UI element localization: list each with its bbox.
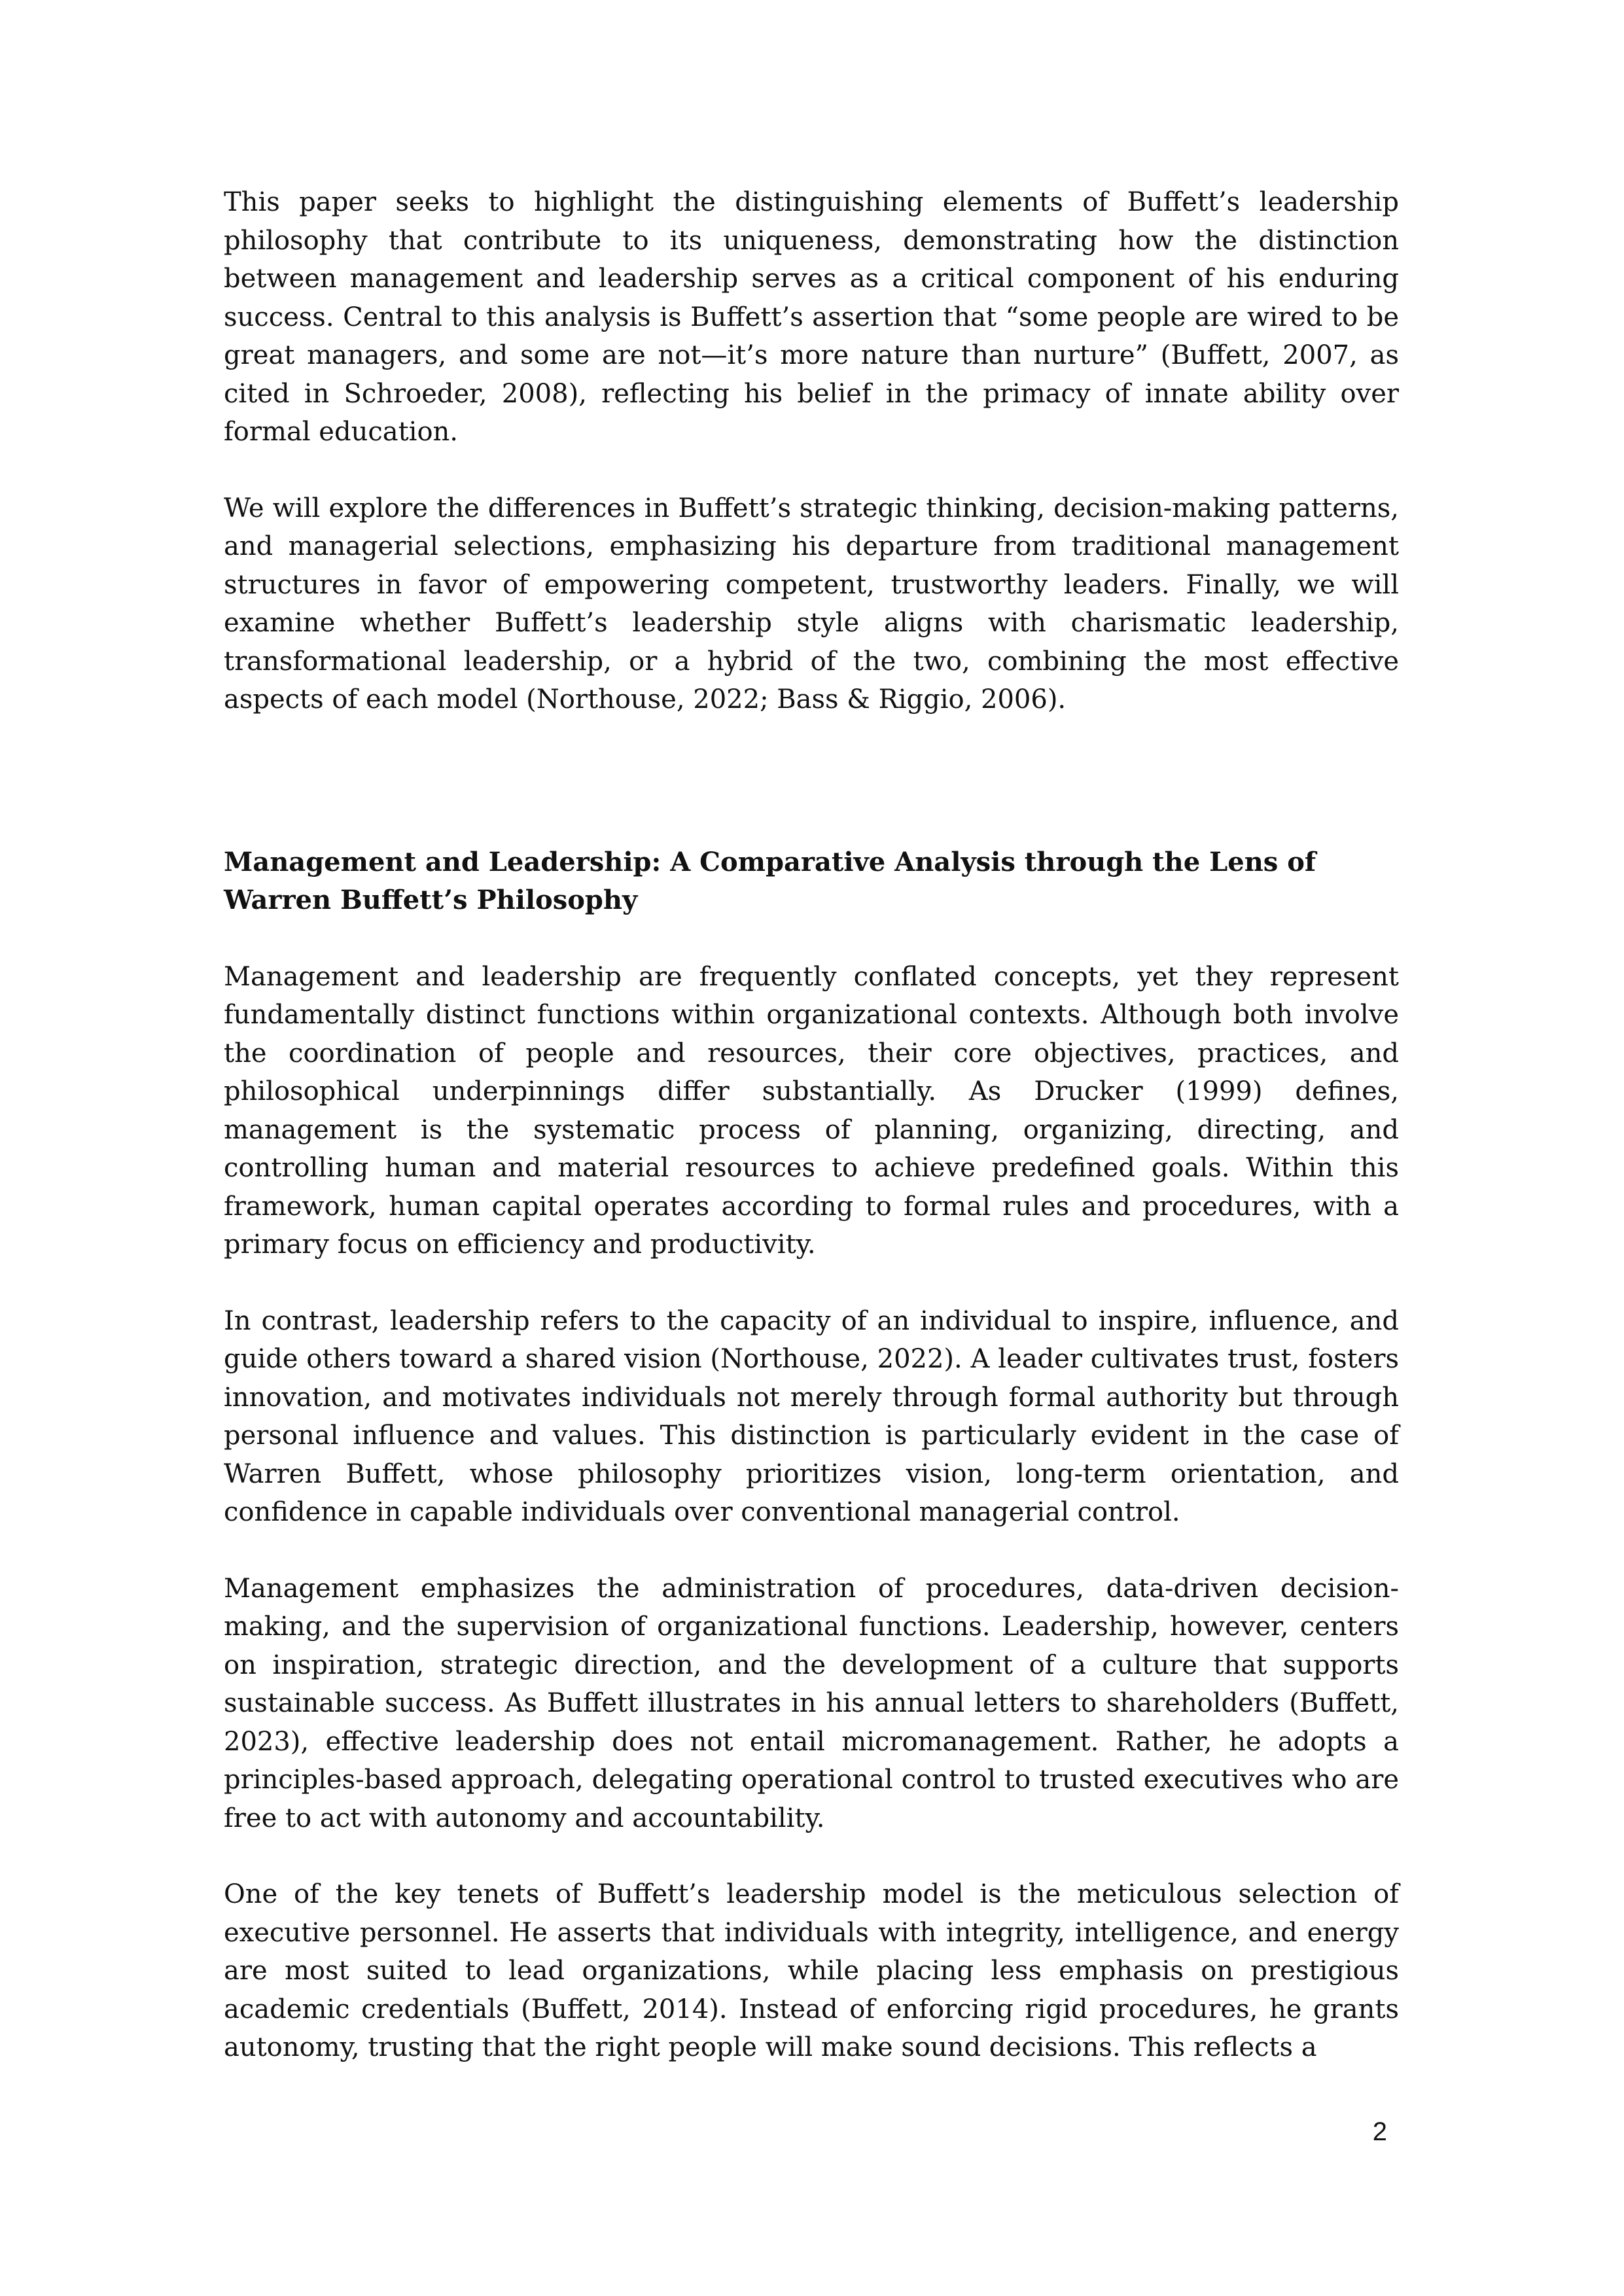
section-paragraph-2: In contrast, leadership refers to the capacity of an individual to inspire, influence, and guide others toward a shared vision (Northouse, 2022). A leader cultivates trust, fosters innovation, and motivates individuals not merely through formal authority but through personal influence and values. This distinction is particularly evident in the case of Warren Buffett, whose philosophy prioritizes vision, long-term orientation, and confidence in capable individuals over conventional managerial control.	[224, 1305, 1399, 1527]
page-number: 2	[1372, 2117, 1387, 2146]
section-heading: Management and Leadership: A Comparative Analysis through the Lens of Warren Buffett’s Philosophy	[224, 846, 1316, 915]
section-spacer	[224, 719, 1399, 843]
intro-paragraph-1: This paper seeks to highlight the distinguishing elements of Buffett’s leadership philosophy that contribute to its uniqueness, demonstrating how the distinction between management and leadership serves as a critical component of his enduring success. Central to this analysis is Buffett’s assertion that “some people are wired to be great managers, and some are not—it’s more nature than nurture” (Buffett, 2007, as cited in Schroeder, 2008), reflecting his belief in the primacy of innate ability over formal education.	[224, 187, 1399, 447]
section-paragraph-3: Management emphasizes the administration of procedures, data-driven decision-making, and the supervision of organizational functions. Leadership, however, centers on inspiration, strategic direction, and the development of a culture that supports sustainable success. As Buffett illustrates in his annual letters to shareholders (Buffett, 2023), effective leadership does not entail micromanagement. Rather, he adopts a principles-based approach, delegating operational control to trusted executives who are free to act with autonomy and accountability.	[224, 1573, 1399, 1833]
section-paragraph-4: One of the key tenets of Buffett’s leadership model is the meticulous selection of executive personnel. He asserts that individuals with integrity, intelligence, and energy are most suited to lead organizations, while placing less emphasis on prestigious academic credentials (Buffett, 2014). Instead of enforcing rigid procedures, he grants autonomy, trusting that the right people will make sound decisions. This reflects a	[224, 1879, 1399, 2062]
section-paragraph-1: Management and leadership are frequently conflated concepts, yet they represent fundamentally distinct functions within organizational contexts. Although both involve the coordination of people and resources, their core objectives, practices, and philosophical underpinnings differ substantially. As Drucker (1999) defines, management is the systematic process of planning, organizing, directing, and controlling human and material resources to achieve predefined goals. Within this framework, human capital operates according to formal rules and procedures, with a primary focus on efficiency and productivity.	[224, 961, 1399, 1260]
page-body	[224, 183, 1399, 2067]
intro-paragraph-2: We will explore the differences in Buffett’s strategic thinking, decision-making patterns, and managerial selections, emphasizing his departure from traditional management structures in favor of empowering competent, trustworthy leaders. Finally, we will examine whether Buffett’s leadership style aligns with charismatic leadership, transformational leadership, or a hybrid of the two, combining the most effective aspects of each model (Northouse, 2022; Bass & Riggio, 2006).	[224, 493, 1399, 715]
